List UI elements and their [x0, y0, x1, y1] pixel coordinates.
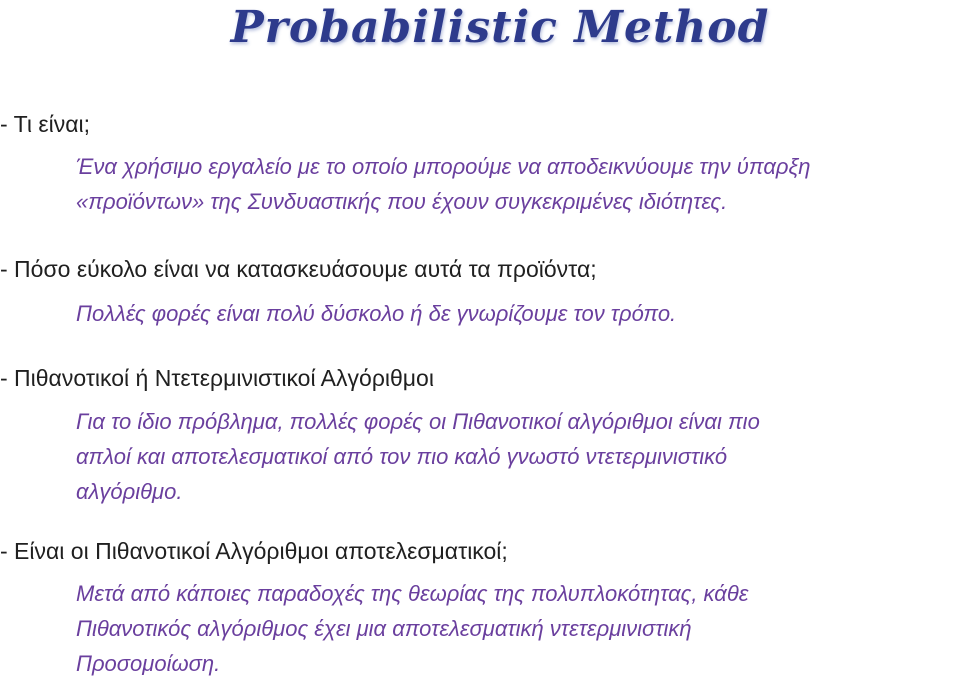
- answer-effective-line-3: Προσομοίωση.: [76, 651, 221, 676]
- answer-effective-line-2: Πιθανοτικός αλγόριθμος έχει μια αποτελεσματική ντετερμινιστική: [76, 616, 692, 641]
- question-are-they-effective: - Είναι οι Πιθανοτικοί Αλγόριθμοι αποτελεσματικοί;: [0, 538, 508, 564]
- slide-title: Probabilistic Method: [230, 2, 770, 53]
- question-probabilistic-vs-deterministic: - Πιθανοτικοί ή Ντετερμινιστικοί Αλγόριθμοι: [0, 365, 434, 391]
- question-what-is-it: - Τι είναι;: [0, 111, 90, 137]
- question-how-easy: - Πόσο εύκολο είναι να κατασκευάσουμε αυτά τα προϊόντα;: [0, 256, 597, 282]
- answer-what-is-it-line-2: «προϊόντων» της Συνδυαστικής που έχουν συγκεκριμένες ιδιότητες.: [76, 189, 728, 214]
- answer-probabilistic-line-3: αλγόριθμο.: [76, 479, 183, 504]
- answer-probabilistic-line-1: Για το ίδιο πρόβλημα, πολλές φορές οι Πιθανοτικοί αλγόριθμοι είναι πιο: [76, 409, 760, 434]
- answer-effective-line-1: Μετά από κάποιες παραδοχές της θεωρίας της πολυπλοκότητας, κάθε: [76, 581, 749, 606]
- answer-what-is-it-line-1: Ένα χρήσιμο εργαλείο με το οποίο μπορούμε να αποδεικνύουμε την ύπαρξη: [76, 154, 811, 179]
- answer-how-easy-line-1: Πολλές φορές είναι πολύ δύσκολο ή δε γνωρίζουμε τον τρόπο.: [76, 301, 677, 326]
- answer-probabilistic-line-2: απλοί και αποτελεσματικοί από τον πιο καλό γνωστό ντετερμινιστικό: [76, 444, 728, 469]
